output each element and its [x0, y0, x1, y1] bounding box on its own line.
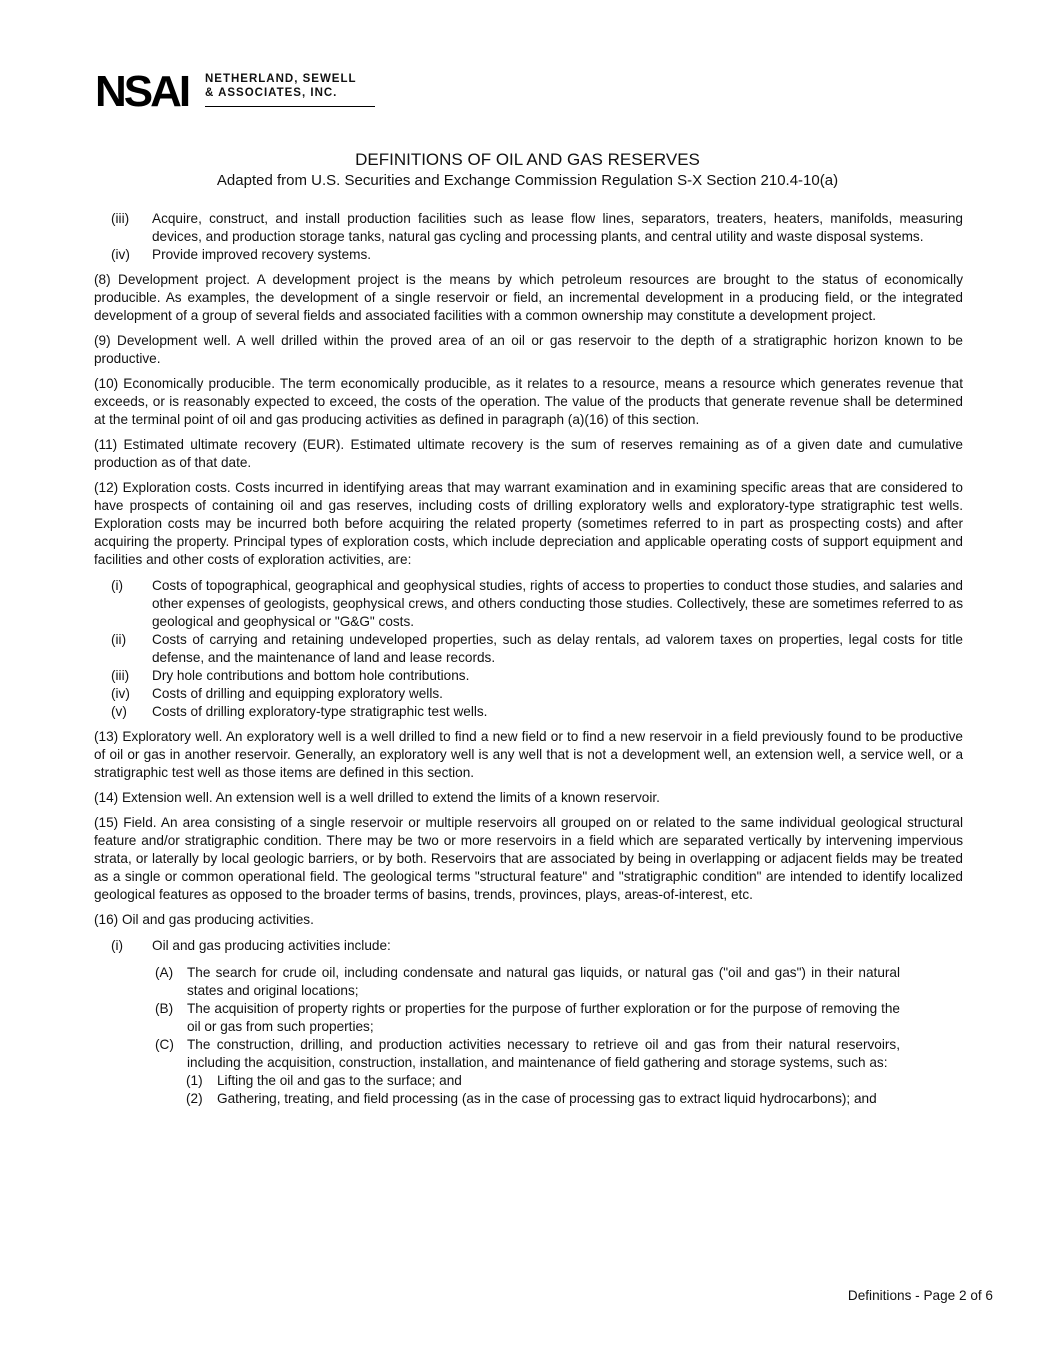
list-item-number: (A) [155, 965, 174, 980]
definition-development-project: (8) Development project. A development project is the means by which petroleum resources are brought to the status of economically producible. As examples, the development of a single reservoir or field, an incremental development in a producing field, or the integrated development of a group of several fields and associated facilities with a common ownership may constitute a development project. [94, 272, 963, 323]
list-item-text: The construction, drilling, and production activities necessary to retrieve oil and gas from their natural reservoirs, including the acquisition, construction, installation, and maintenance of field gathering and storage systems, such as: [187, 1037, 900, 1070]
page-footer: Definitions - Page 2 of 6 [847, 1288, 993, 1303]
list-item-text: Costs of drilling and equipping exploratory wells. [152, 686, 443, 701]
logo-mark: NSAI [95, 67, 189, 116]
list-item [94, 210, 963, 246]
list-item [94, 964, 900, 1000]
list-item [94, 1036, 900, 1072]
list-item [94, 685, 963, 703]
definition-extension-well: (14) Extension well. An extension well is a well drilled to extend the limits of a known reservoir. [94, 790, 660, 805]
definition-exploration-costs: (12) Exploration costs. Costs incurred in identifying areas that may warrant examination and in examining specific areas that are considered to have prospects of containing oil and gas reserves, including costs of drilling exploratory wells and exploratory-type stratigraphic test wells. Exploration costs may be incurred both before acquiring the related property (sometimes referred to in part as prospecting costs) and after acquiring the property. Principal types of exploration costs, which include depreciation and applicable operating costs of support equipment and facilities and other costs of exploration activities, are: [94, 480, 963, 567]
list-item-number: (C) [155, 1037, 174, 1052]
producing-activities-sublist [94, 964, 963, 1108]
list-item-number: (ii) [111, 632, 127, 647]
list-item-number: (i) [111, 938, 124, 953]
list-item-text: Provide improved recovery systems. [152, 247, 372, 262]
list-item-number: (2) [186, 1091, 203, 1106]
list-item-number: (iii) [111, 211, 130, 226]
definition-eur: (11) Estimated ultimate recovery (EUR). Estimated ultimate recovery is the sum of reserves remaining as of a given date and cumulative production as of that date. [94, 437, 963, 470]
list-item-number: (iii) [111, 668, 130, 683]
list-item-text: The acquisition of property rights or properties for the purpose of further exploration or for the purpose of removing the oil or gas from such properties; [187, 1001, 900, 1034]
exploration-costs-list [94, 577, 963, 721]
list-item-text: Costs of topographical, geographical and geophysical studies, rights of access to properties to conduct those studies, and salaries and other expenses of geologists, geophysical crews, and others conducting those studies. Collectively, these are sometimes referred to as geological and geophysical or "G&G" costs. [152, 578, 963, 629]
document-body [94, 210, 963, 1108]
list-item-text: Acquire, construct, and install production facilities such as lease flow lines, separators, treaters, heaters, manifolds, measuring devices, and production storage tanks, natural gas cycling and processing plants, and central utility and waste disposal systems. [152, 211, 963, 244]
list-item-text: Gathering, treating, and field processing (as in the case of processing gas to extract liquid hydrocarbons); and [217, 1091, 877, 1106]
company-name [205, 72, 373, 100]
list-item [94, 937, 963, 955]
list-item-text: The search for crude oil, including condensate and natural gas liquids, or natural gas ("oil and gas") in their natural states and original locations; [187, 965, 900, 998]
list-item-number: (1) [186, 1073, 203, 1088]
list-item-number: (B) [155, 1001, 174, 1016]
list-item [94, 1000, 900, 1036]
list-item [94, 703, 963, 721]
list-item-number: (v) [111, 704, 127, 719]
page-subtitle: Adapted from U.S. Securities and Exchange Commission Regulation S-X Section 210.4-10(a) [216, 172, 839, 189]
definition-development-well: (9) Development well. A well drilled within the proved area of an oil or gas reservoir to the depth of a stratigraphic horizon known to be productive. [94, 333, 963, 366]
list-item-number: (iv) [111, 247, 130, 262]
company-logo [95, 67, 380, 116]
logo-rule [205, 106, 375, 107]
list-item [94, 1090, 900, 1108]
definition-field: (15) Field. An area consisting of a single reservoir or multiple reservoirs all grouped on or related to the same individual geological structural feature and/or stratigraphic condition. There may be two or more reservoirs in a field which are separated vertically by intervening impervious strata, or laterally by local geologic barriers, or by both. Reservoirs that are associated by being in overlapping or adjacent fields may be treated as a single or common operational field. The geological terms "structural feature" and "stratigraphic condition" are intended to identify localized geological features as opposed to the broader terms of basins, trends, provinces, plays, areas-of-interest, etc. [94, 815, 963, 902]
list-item-number: (i) [111, 578, 124, 593]
company-line-2: & ASSOCIATES, INC. [205, 87, 338, 99]
intro-list [94, 210, 963, 264]
list-item-text: Lifting the oil and gas to the surface; and [217, 1073, 462, 1088]
definition-economically-producible: (10) Economically producible. The term economically producible, as it relates to a resource, means a resource which generates revenue that exceeds, or is reasonably expected to exceed, the costs of the operation. The value of the products that generate revenue shall be determined at the terminal point of oil and gas producing activities as defined in paragraph (a)(16) of this section. [94, 376, 963, 427]
list-item [94, 667, 963, 685]
list-item [94, 1072, 900, 1090]
company-line-1: NETHERLAND, SEWELL [205, 73, 357, 85]
page-title: DEFINITIONS OF OIL AND GAS RESERVES [355, 150, 700, 169]
list-item-number: (iv) [111, 686, 130, 701]
list-item-text: Costs of drilling exploratory-type stratigraphic test wells. [152, 704, 488, 719]
list-item-text: Oil and gas producing activities include: [152, 938, 391, 953]
list-item [94, 631, 963, 667]
list-item-text: Costs of carrying and retaining undeveloped properties, such as delay rentals, ad valorem taxes on properties, legal costs for title defense, and the maintenance of land and lease records. [152, 632, 963, 665]
list-item-text: Dry hole contributions and bottom hole contributions. [152, 668, 470, 683]
list-item [94, 577, 963, 631]
definition-producing-activities: (16) Oil and gas producing activities. [94, 912, 314, 927]
list-item [94, 246, 963, 264]
producing-activities-list [94, 937, 963, 955]
definition-exploratory-well: (13) Exploratory well. An exploratory well is a well drilled to find a new field or to find a new reservoir in a field previously found to be productive of oil or gas in another reservoir. Generally, an exploratory well is any well that is not a development well, an extension well, a service well, or a stratigraphic test well as those items are defined in this section. [94, 729, 963, 780]
